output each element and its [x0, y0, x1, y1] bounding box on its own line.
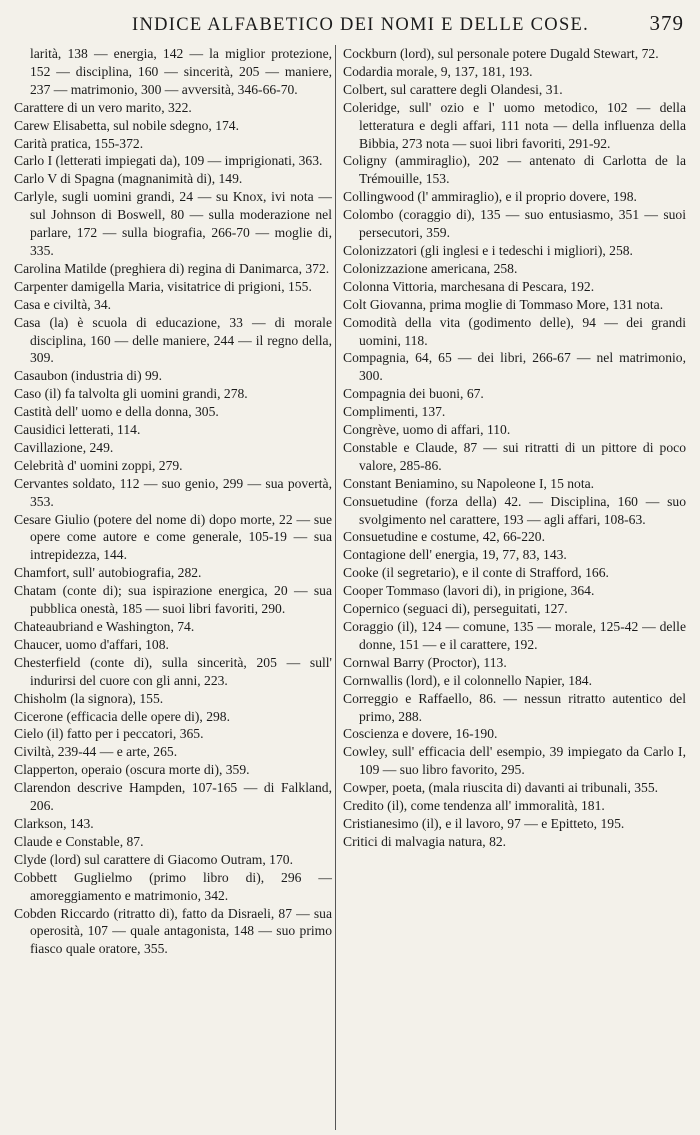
index-entry: Colombo (coraggio di), 135 — suo entusiasmo, 351 — suoi persecutori, 359. [343, 207, 686, 241]
index-entry: Carew Elisabetta, sul nobile sdegno, 174. [14, 117, 240, 133]
index-entry: Cielo (il) fatto per i peccatori, 365. [14, 726, 204, 742]
index-entry: Cicerone (efficacia delle opere di), 298. [14, 708, 231, 724]
index-entry: Cornwal Barry (Proctor), 113. [343, 654, 507, 670]
page-header [14, 8, 686, 36]
column-divider [335, 45, 336, 1130]
index-entry: Critici di malvagia natura, 82. [343, 833, 507, 849]
index-entry: Cobbett Guglielmo (primo libro di), 296 — amoreggiamento e matrimonio, 342. [14, 869, 332, 903]
index-entry: Cooke (il segretario), e il conte di Strafford, 166. [343, 565, 609, 581]
index-entry: Clapperton, operaio (oscura morte di), 359. [14, 762, 250, 778]
index-entry: Carlyle, sugli uomini grandi, 24 — su Knox, ivi nota — sul Johnson di Boswell, 80 — sulla moderazione nel parlare, 172 — sulla biografia, 266-70 — moglie di, 335. [14, 189, 332, 258]
index-entry: Clyde (lord) sul carattere di Giacomo Outram, 170. [14, 851, 293, 867]
index-entry: Carattere di un vero marito, 322. [14, 99, 192, 115]
index-entry: Chesterfield (conte di), sulla sincerità, 205 — sull' indurirsi del cuore con gli anni, 223. [14, 654, 332, 688]
index-entry: Correggio e Raffaello, 86. — nessun ritratto autentico del primo, 288. [343, 690, 686, 724]
index-entry: Carlo I (letterati impiegati da), 109 — imprigionati, 363. [14, 153, 323, 169]
index-entry: Cowper, poeta, (mala riuscita di) davanti ai tribunali, 355. [343, 780, 659, 796]
index-column-right [343, 45, 686, 851]
index-entry: Colonna Vittoria, marchesana di Pescara, 192. [343, 278, 595, 294]
index-entry: Cornwallis (lord), e il colonnello Napier, 184. [343, 672, 592, 688]
index-entry: Chaucer, uomo d'affari, 108. [14, 636, 169, 652]
index-entry: Cristianesimo (il), e il lavoro, 97 — e Epitteto, 195. [343, 815, 625, 831]
index-entry: Consuetudine (forza della) 42. — Disciplina, 160 — suo svolgimento nel carattere, 193 — agli affari, 108-63. [343, 493, 686, 527]
index-entry: Caso (il) fa talvolta gli uomini grandi, 278. [14, 386, 248, 402]
index-entry: Constable e Claude, 87 — sui ritratti di un pittore di poco valore, 285-86. [343, 439, 686, 473]
index-entry: Chamfort, sull' autobiografia, 282. [14, 565, 202, 581]
index-entry: Carpenter damigella Maria, visitatrice di prigioni, 155. [14, 278, 312, 294]
index-entry: Cervantes soldato, 112 — suo genio, 299 — sua povertà, 353. [14, 475, 332, 509]
index-entry: Codardia morale, 9, 137, 181, 193. [343, 63, 533, 79]
index-entry: Chatam (conte di); sua ispirazione energica, 20 — sua pubblica onestà, 185 — suoi libri favoriti, 290. [14, 583, 332, 617]
index-entry: Colonizzatori (gli inglesi e i tedeschi i migliori), 258. [343, 242, 633, 258]
index-entry: Castità dell' uomo e della donna, 305. [14, 404, 219, 420]
index-entry: Copernico (seguaci di), perseguitati, 127. [343, 601, 568, 617]
running-title: INDICE ALFABETICO DEI NOMI E DELLE COSE. [132, 15, 590, 35]
index-entry: Coleridge, sull' ozio e l' uomo metodico, 102 — della letteratura e degli affari, 111 nota — della influenza della Bibbia, 273 nota — suoi libri favoriti, 291-92. [343, 99, 686, 151]
index-entry: Cavillazione, 249. [14, 439, 114, 455]
index-entry: Coligny (ammiraglio), 202 — antenato di Carlotta de la Trémouille, 153. [343, 153, 686, 187]
index-entry: Casaubon (industria di) 99. [14, 368, 162, 384]
index-entry: Casa (la) è scuola di educazione, 33 — di morale disciplina, 160 — delle maniere, 244 — il regno della, 309. [14, 314, 332, 366]
index-entry: Contagione dell' energia, 19, 77, 83, 143. [343, 547, 567, 563]
index-entry: Compagnia dei buoni, 67. [343, 386, 484, 402]
index-entry: Colt Giovanna, prima moglie di Tommaso More, 131 nota. [343, 296, 664, 312]
index-entry: Chisholm (la signora), 155. [14, 690, 164, 706]
index-entry: Complimenti, 137. [343, 404, 446, 420]
index-entry: Comodità della vita (godimento delle), 94 — dei grandi uomini, 118. [343, 314, 686, 348]
index-entry: Coraggio (il), 124 — comune, 135 — morale, 125-42 — delle donne, 151 — e il carattere, 192. [343, 619, 686, 652]
index-entry: Coscienza e dovere, 16-190. [343, 726, 498, 742]
index-entry: Cesare Giulio (potere del nome di) dopo morte, 22 — sue opere come autore e come generale, 105-19 — sua intrepidezza, 144. [14, 511, 332, 563]
index-entry: Clarendon descrive Hampden, 107-165 — di Falkland, 206. [14, 780, 332, 814]
index-entry: Carolina Matilde (preghiera di) regina di Danimarca, 372. [14, 260, 330, 276]
index-entry: Constant Beniamino, su Napoleone I, 15 nota. [343, 475, 595, 491]
index-entry: Compagnia, 64, 65 — dei libri, 266-67 — nel matrimonio, 300. [343, 350, 686, 384]
index-entry: Causidici letterati, 114. [14, 422, 141, 438]
index-entry: larità, 138 — energia, 142 — la miglior protezione, 152 — disciplina, 160 — sincerità, 205 — maniere, 237 — matrimonio, 300 — avversità, 346-66-70. [30, 46, 332, 97]
index-entry: Credito (il), come tendenza all' immoralità, 181. [343, 798, 605, 814]
index-entry: Congrève, uomo di affari, 110. [343, 422, 511, 438]
index-entry: Colbert, sul carattere degli Olandesi, 31. [343, 81, 563, 97]
page-number: 379 [649, 11, 684, 35]
index-entry: Cowley, sull' efficacia dell' esempio, 39 impiegato da Carlo I, 109 — suo libro favorito, 295. [343, 744, 686, 778]
index-column-left [14, 45, 332, 958]
index-entry: Claude e Constable, 87. [14, 833, 144, 849]
index-entry: Collingwood (l' ammiraglio), e il proprio dovere, 198. [343, 189, 637, 205]
index-entry: Carlo V di Spagna (magnanimità di), 149. [14, 171, 243, 187]
index-entry: Cobden Riccardo (ritratto di), fatto da Disraeli, 87 — sua operosità, 107 — quale antagonista, 148 — suo primo fiasco quale oratore, 355. [14, 905, 332, 957]
index-entry: Cockburn (lord), sul personale potere Dugald Stewart, 72. [343, 46, 659, 61]
index-entry: Celebrità d' uomini zoppi, 279. [14, 457, 183, 473]
index-entry: Chateaubriand e Washington, 74. [14, 619, 195, 634]
index-entry: Colonizzazione americana, 258. [343, 260, 518, 276]
index-entry: Cooper Tommaso (lavori di), in prigione, 364. [343, 583, 595, 599]
index-entry: Carità pratica, 155-372. [14, 135, 144, 151]
index-entry: Civiltà, 239-44 — e arte, 265. [14, 744, 178, 760]
index-entry: Clarkson, 143. [14, 815, 94, 831]
index-entry: Consuetudine e costume, 42, 66-220. [343, 529, 545, 545]
index-entry: Casa e civiltà, 34. [14, 296, 112, 312]
